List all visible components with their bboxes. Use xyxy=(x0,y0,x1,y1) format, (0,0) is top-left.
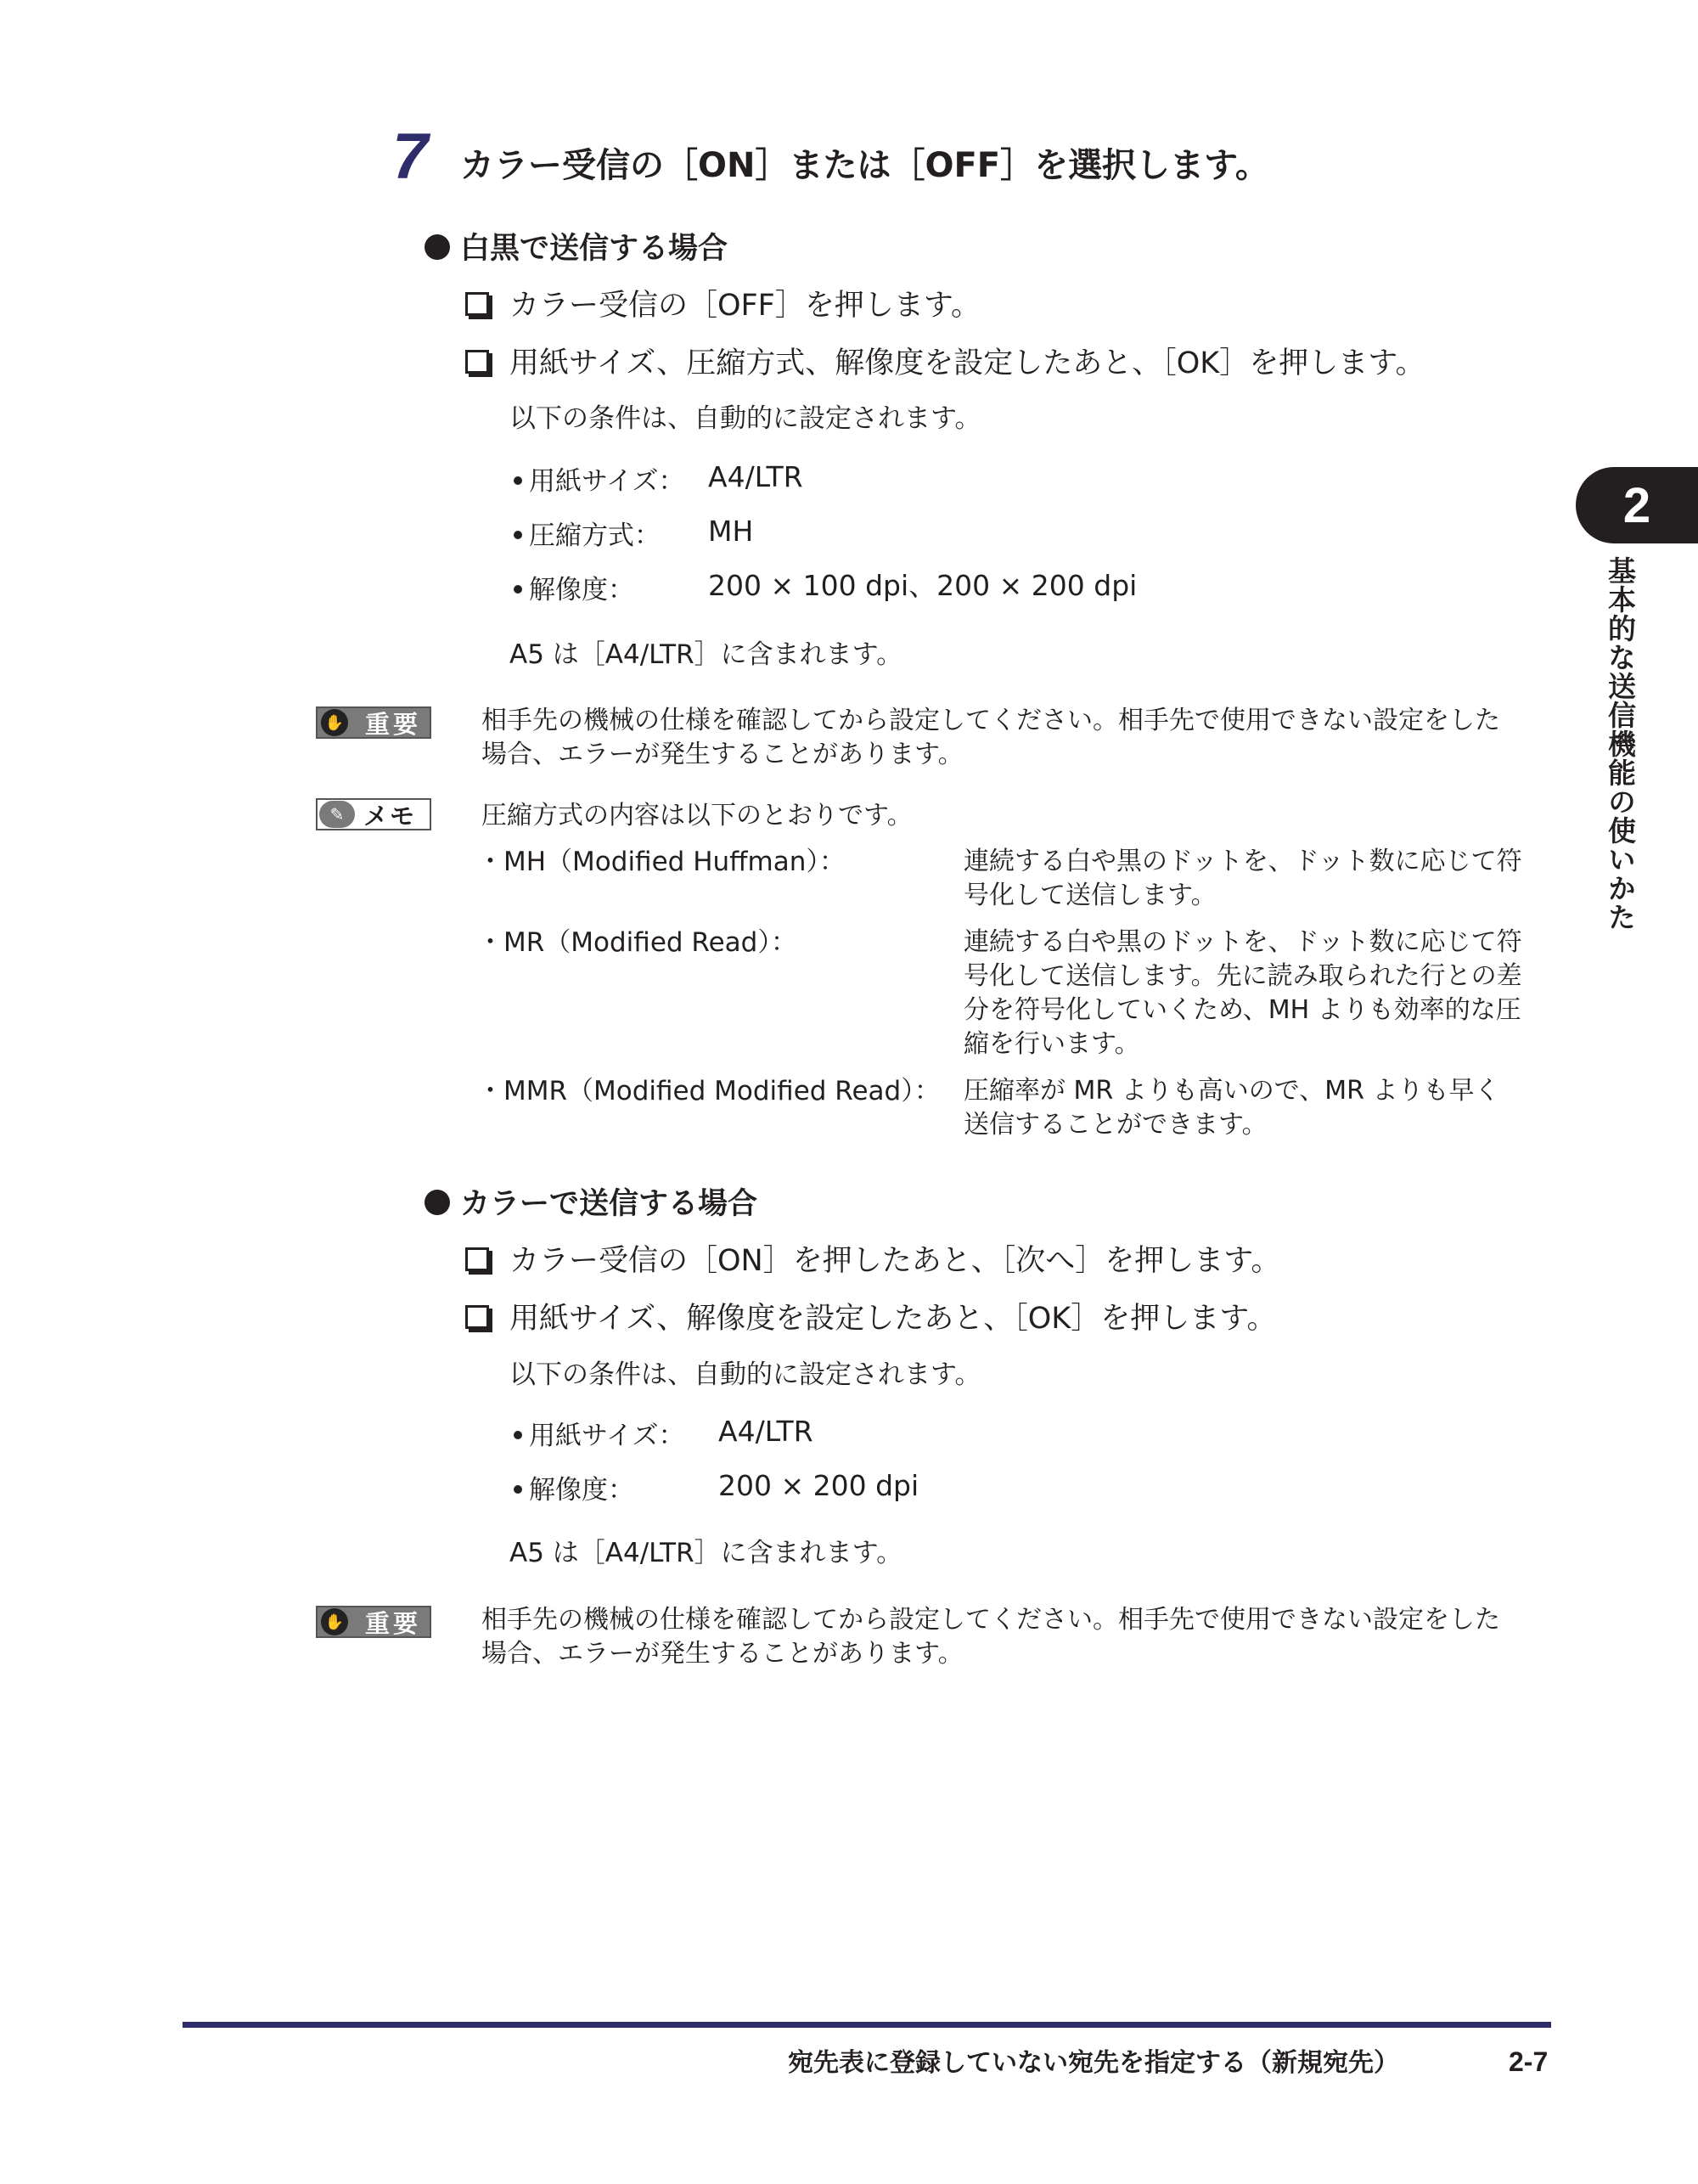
condition-value: 200 × 100 dpi、200 × 200 dpi xyxy=(708,569,1138,602)
important-badge: ✋ 重要 xyxy=(316,1606,431,1638)
bullet-icon xyxy=(514,1431,522,1439)
memo-badge: ✎ メモ xyxy=(316,798,431,830)
page-number: 2-7 xyxy=(1509,2046,1549,2077)
footer-rule xyxy=(183,2022,1551,2028)
condition-value: MH xyxy=(708,515,754,548)
condition-value: A4/LTR xyxy=(718,1415,813,1448)
chapter-tab: 2 xyxy=(1576,467,1698,543)
checklist-item: 用紙サイズ、解像度を設定したあと、［OK］を押します。 xyxy=(465,1297,1276,1340)
condition-label: 圧縮方式： xyxy=(514,516,661,555)
condition-label: 解像度： xyxy=(514,1471,634,1510)
important-note: 相手先の機械の仕様を確認してから設定してください。相手先で使用できない設定をした 場合、エラーが発生することがあります。 xyxy=(481,1605,1500,1669)
condition-label: 用紙サイズ： xyxy=(514,462,685,501)
section-heading-color: カラーで送信する場合 xyxy=(424,1183,757,1225)
a5-note: A5 は［A4/LTR］に含まれます。 xyxy=(509,639,903,670)
memo-term: ・MMR（Modified Modified Read）： xyxy=(477,1076,941,1106)
hand-icon: ✋ xyxy=(321,709,348,736)
memo-term: ・MH（Modified Huffman）： xyxy=(477,847,846,877)
checkbox-icon xyxy=(465,1305,489,1329)
conditions-intro: 以下の条件は、自動的に設定されます。 xyxy=(509,1359,981,1390)
checkbox-icon xyxy=(465,1247,489,1271)
memo-description: 連続する白や黒のドットを、ドット数に応じて符 号化して送信します。先に読み取られた行との差 分を符号化していくため、MH よりも効率的な圧 縮を行います。 xyxy=(964,927,1522,1059)
condition-label: 解像度： xyxy=(514,571,634,610)
condition-value: 200 × 200 dpi xyxy=(718,1469,919,1502)
checklist-item: 用紙サイズ、圧縮方式、解像度を設定したあと、［OK］を押します。 xyxy=(465,342,1425,385)
condition-label: 用紙サイズ： xyxy=(514,1416,685,1455)
checkbox-icon xyxy=(465,292,489,316)
pencil-icon: ✎ xyxy=(319,801,355,828)
memo-term: ・MR（Modified Read）： xyxy=(477,927,797,958)
bullet-icon xyxy=(424,234,450,260)
important-note: 相手先の機械の仕様を確認してから設定してください。相手先で使用できない設定をした 場合、エラーが発生することがあります。 xyxy=(481,706,1500,769)
a5-note: A5 は［A4/LTR］に含まれます。 xyxy=(509,1538,903,1568)
footer-title: 宛先表に登録していない宛先を指定する（新規宛先） xyxy=(788,2048,1399,2078)
conditions-intro: 以下の条件は、自動的に設定されます。 xyxy=(509,403,981,434)
memo-description: 連続する白や黒のドットを、ドット数に応じて符 号化して送信します。 xyxy=(964,847,1522,910)
bullet-icon xyxy=(424,1190,450,1215)
chapter-title: 基本的な送信機能の使いかた xyxy=(1604,556,1637,932)
memo-description: 圧縮率が MR よりも高いので、MR よりも早く 送信することができます。 xyxy=(964,1076,1500,1140)
bullet-icon xyxy=(514,585,522,594)
condition-value: A4/LTR xyxy=(708,460,803,493)
important-badge: ✋ 重要 xyxy=(316,706,431,739)
checklist-item: カラー受信の［OFF］を押します。 xyxy=(465,284,981,327)
hand-icon: ✋ xyxy=(321,1608,348,1635)
checkbox-icon xyxy=(465,350,489,374)
checklist-item: カラー受信の［ON］を押したあと、［次へ］を押します。 xyxy=(465,1240,1280,1282)
section-heading-mono: 白黒で送信する場合 xyxy=(424,228,728,270)
bullet-icon xyxy=(514,1485,522,1494)
bullet-icon xyxy=(514,531,522,539)
step-title: カラー受信の［ON］または［OFF］を選択します。 xyxy=(460,146,1269,185)
bullet-icon xyxy=(514,476,522,485)
step-number: 7 xyxy=(392,121,429,193)
memo-intro: 圧縮方式の内容は以下のとおりです。 xyxy=(481,801,913,830)
